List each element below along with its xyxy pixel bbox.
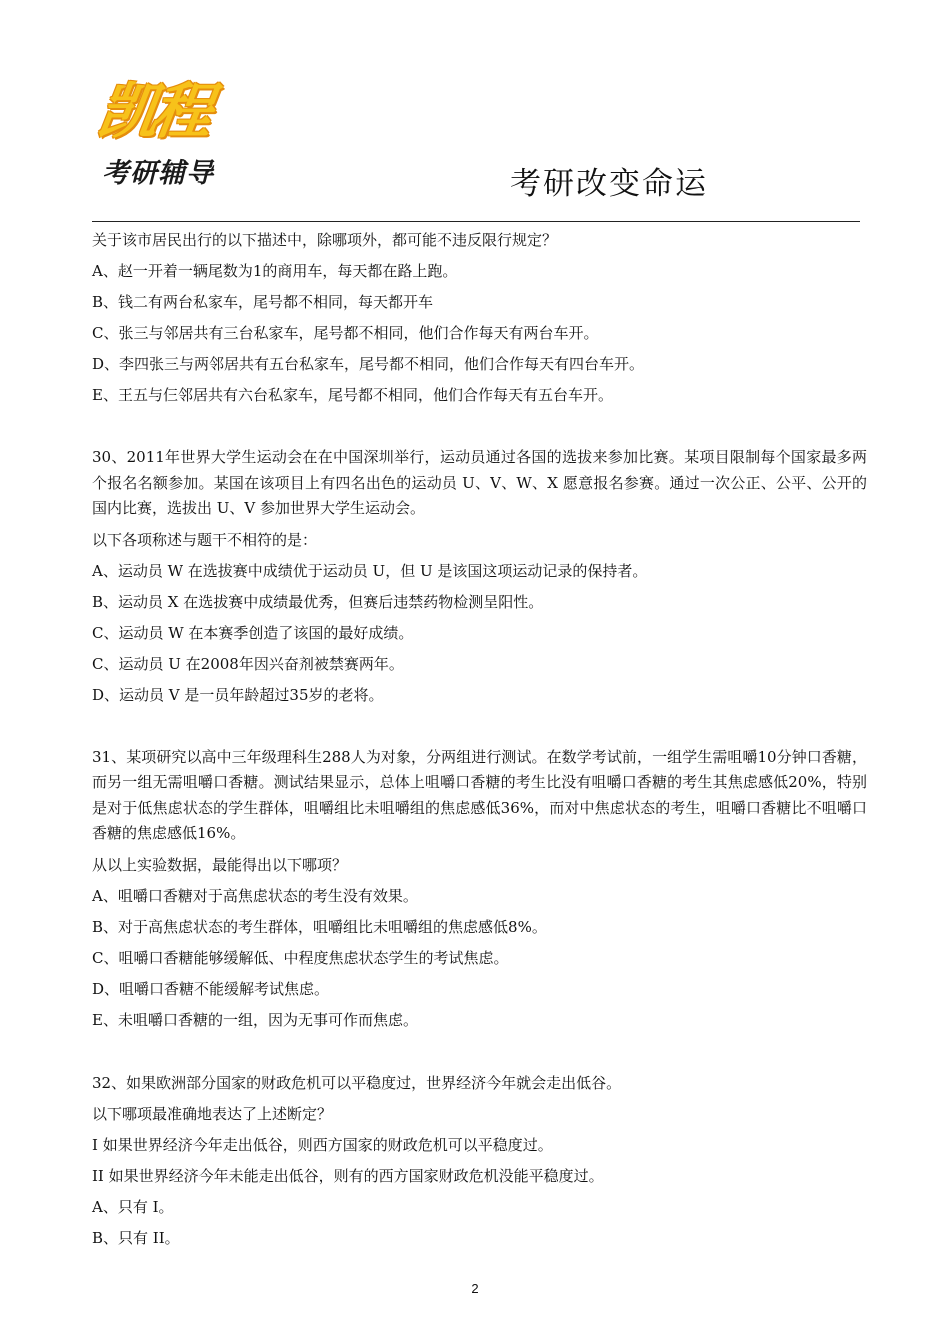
statement-i: I 如果世界经济今年走出低谷，则西方国家的财政危机可以平稳度过。	[92, 1135, 553, 1154]
option-d: D、运动员 V 是一员年龄超过35岁的老将。	[92, 685, 384, 704]
spacer	[92, 413, 867, 445]
option-b: B、钱二有两台私家车，尾号都不相同，每天都开车	[92, 293, 434, 311]
logo-subtitle: 考研辅导	[102, 158, 214, 189]
option-e: E、王五与仨邻居共有六台私家车，尾号都不相同，他们合作每天有五台车开。	[92, 386, 613, 404]
option-a: A、咀嚼口香糖对于高焦虑状态的考生没有效果。	[92, 886, 418, 905]
option-c: C、运动员 W 在本赛季创造了该国的最好成绩。	[92, 623, 414, 642]
spacer	[92, 713, 867, 745]
question-29-continued	[92, 227, 867, 408]
question-prompt: 关于该市居民出行的以下描述中，除哪项外，都可能不违反限行规定？	[92, 231, 558, 249]
question-prompt: 以下各项称述与题干不相符的是：	[92, 530, 318, 549]
page-header	[0, 0, 950, 225]
header-divider	[92, 221, 860, 222]
question-stem: 31、某项研究以高中三年级理科生288人为对象，分两组进行测试。在数学考试前，一组学生需咀嚼10分钟口香糖，而另一组无需咀嚼口香糖。测试结果显示，总体上咀嚼口香糖的考生比没有咀嚼口香糖的考生其焦虑感低20%，特别是对于低焦虑状态的学生群体，咀嚼组比未咀嚼组的焦虑感低36%，而对中焦虑状态的考生，咀嚼口香糖比不咀嚼口香糖的焦虑感低16%。	[92, 747, 867, 842]
option-d: D、咀嚼口香糖不能缓解考试焦虑。	[92, 979, 330, 998]
question-prompt: 以下哪项最准确地表达了上述断定？	[92, 1104, 333, 1123]
logo-brand-text: 凯程	[93, 77, 211, 147]
option-a: A、只有 I。	[92, 1197, 174, 1216]
option-a: A、赵一开着一辆尾数为1的商用车，每天都在路上跑。	[92, 262, 458, 280]
option-b: B、只有 II。	[92, 1228, 180, 1247]
option-b: B、运动员 X 在选拔赛中成绩最优秀，但赛后违禁药物检测呈阳性。	[92, 592, 544, 611]
question-30	[92, 445, 867, 708]
header-slogan: 考研改变命运	[510, 166, 708, 202]
statement-ii: II 如果世界经济今年未能走出低谷，则有的西方国家财政危机没能平稳度过。	[92, 1166, 604, 1185]
option-b: B、对于高焦虑状态的考生群体，咀嚼组比未咀嚼组的焦虑感低8%。	[92, 917, 547, 936]
option-e: E、未咀嚼口香糖的一组，因为无事可作而焦虑。	[92, 1010, 418, 1029]
option-a: A、运动员 W 在选拔赛中成绩优于运动员 U，但 U 是该国这项运动记录的保持者。	[92, 561, 648, 580]
question-32	[92, 1070, 867, 1251]
page-number: 2	[471, 1281, 479, 1296]
question-stem: 32、如果欧洲部分国家的财政危机可以平稳度过，世界经济今年就会走出低谷。	[92, 1073, 622, 1092]
option-d: D、李四张三与两邻居共有五台私家车，尾号都不相同，他们合作每天有四台车开。	[92, 355, 645, 373]
question-31	[92, 745, 867, 1033]
option-c: C、咀嚼口香糖能够缓解低、中程度焦虑状态学生的考试焦虑。	[92, 948, 509, 967]
option-c-duplicate: C、运动员 U 在2008年因兴奋剂被禁赛两年。	[92, 654, 404, 673]
document-body	[92, 227, 867, 1256]
question-prompt: 从以上实验数据，最能得出以下哪项？	[92, 855, 348, 874]
question-stem: 30、2011年世界大学生运动会在在中国深圳举行，运动员通过各国的选拔来参加比赛。某项目限制每个国家最多两个报名名额参加。某国在该项目上有四名出色的运动员 U、V、W、X 愿意报名参赛。通过一次公正、公平、公开的国内比赛，选拔出 U、V 参加世界大学生运动会。	[92, 448, 867, 517]
kaicheng-logo	[93, 76, 258, 194]
spacer	[92, 1038, 867, 1070]
option-c: C、张三与邻居共有三台私家车，尾号都不相同，他们合作每天有两台车开。	[92, 324, 599, 342]
